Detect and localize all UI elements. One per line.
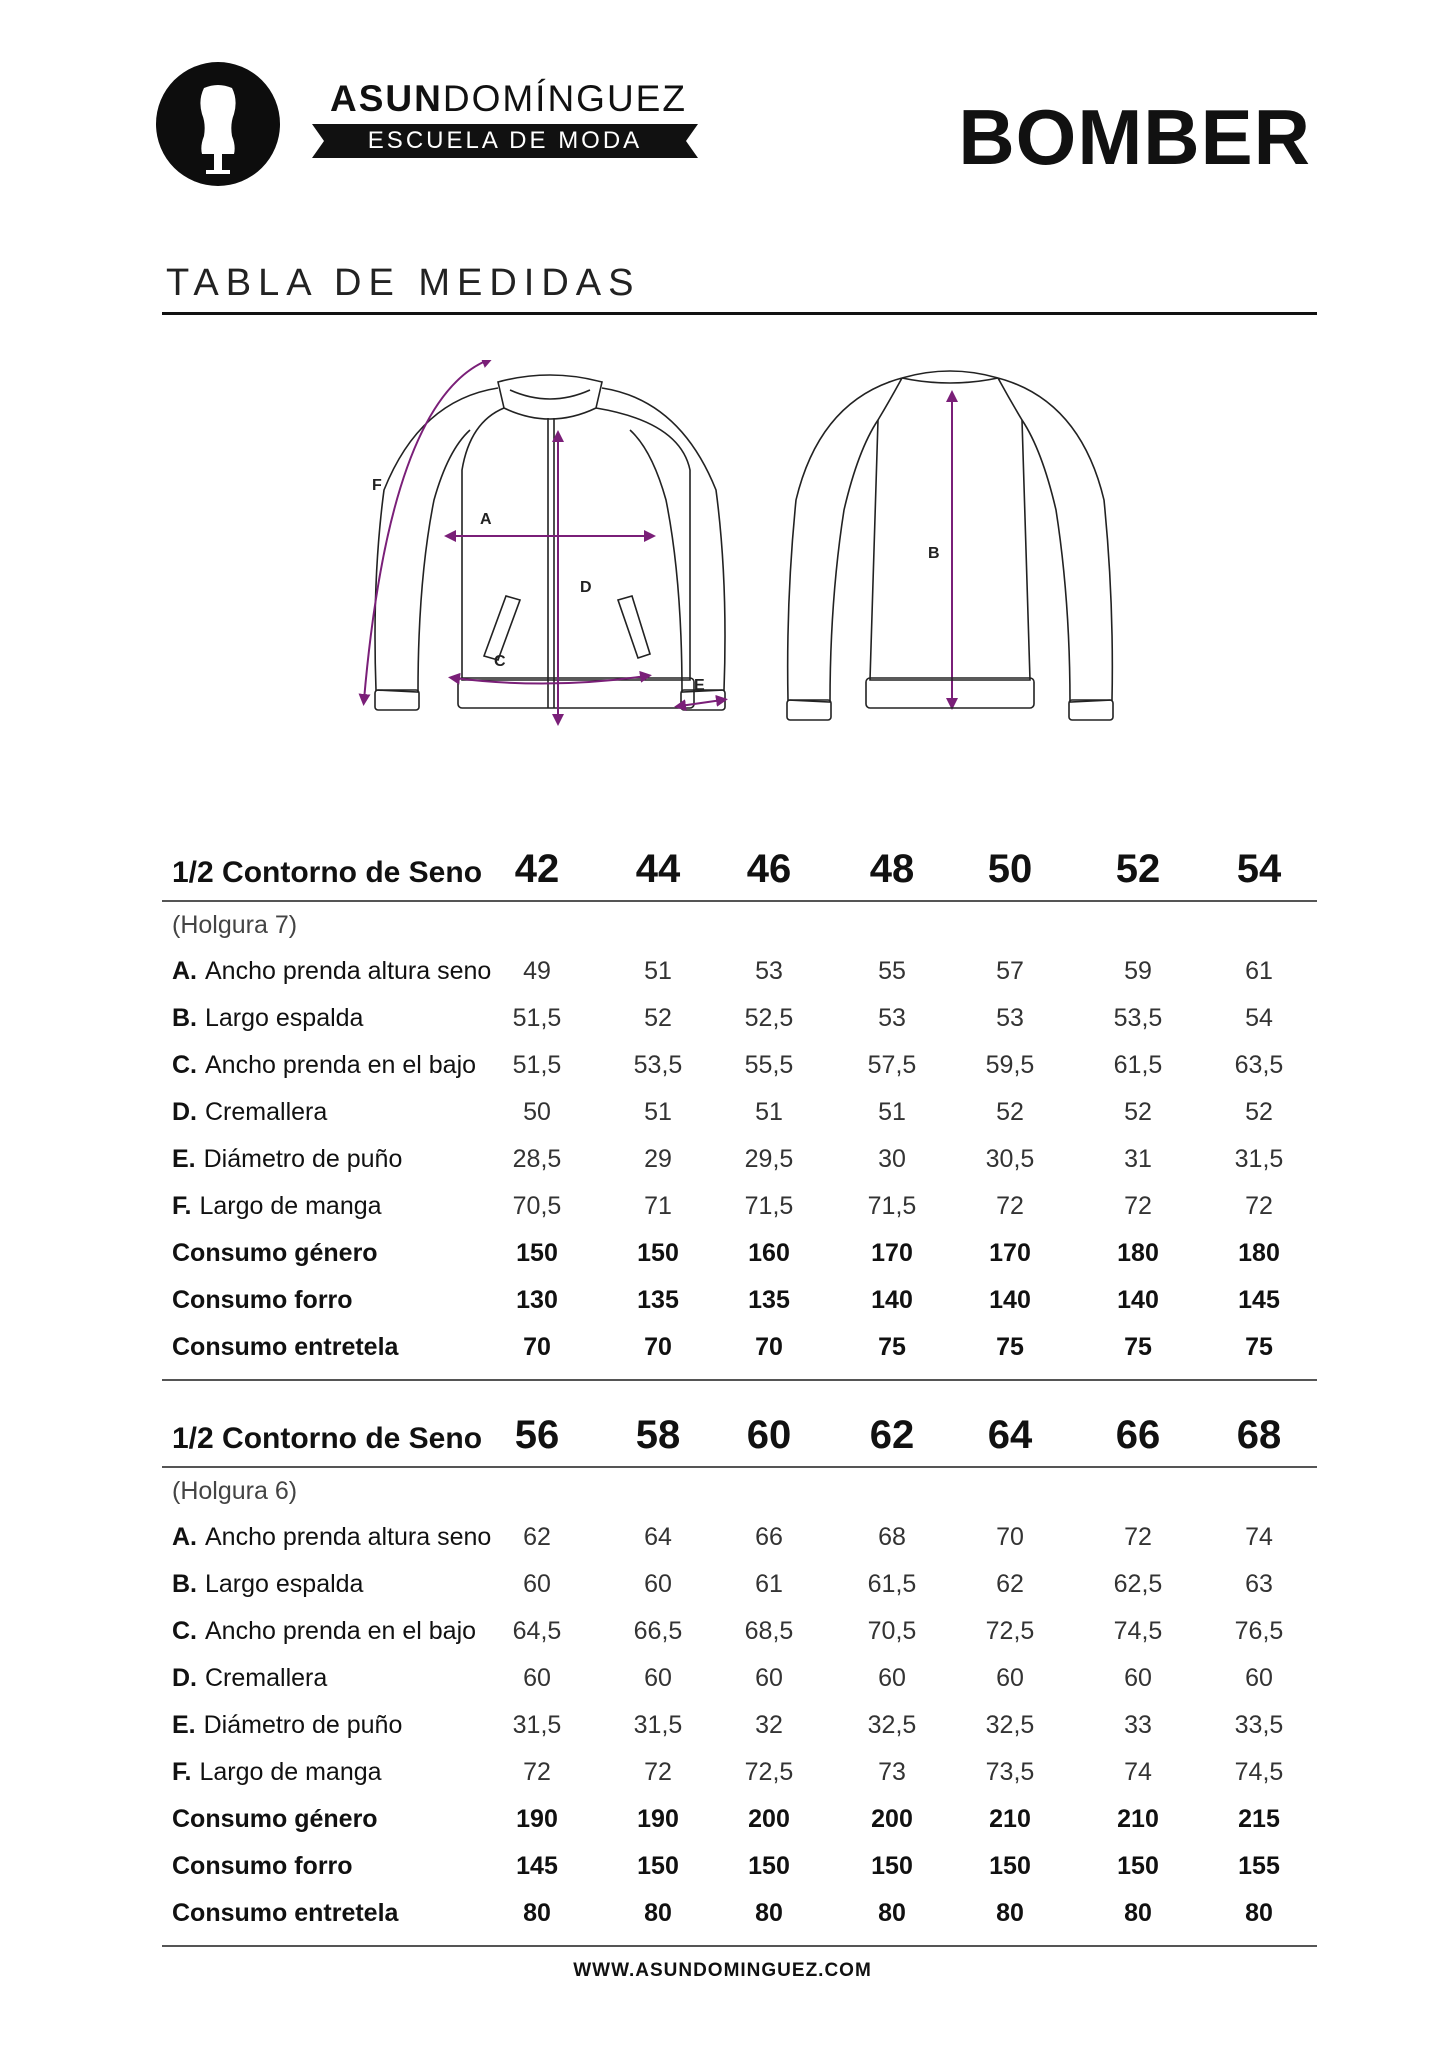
ease-note-row (162, 902, 1317, 948)
measurement-row (162, 948, 1317, 995)
consumption-label: Consumo género (172, 1805, 378, 1833)
measurement-value: 31,5 (633, 1711, 683, 1739)
measurement-labels (372, 477, 940, 694)
document-title: BOMBER (958, 93, 1311, 181)
front-jacket (375, 375, 725, 710)
measurement-value: 70 (996, 1523, 1024, 1551)
consumption-row (162, 1843, 1317, 1890)
size-header: 42 (514, 847, 560, 891)
measurement-letter: B. (172, 1004, 197, 1032)
consumption-label: Consumo género (172, 1239, 378, 1267)
consumption-label: Consumo entretela (172, 1333, 399, 1361)
measurement-row (162, 1136, 1317, 1183)
measurement-label (172, 995, 363, 1042)
measurement-value: 63 (1245, 1570, 1273, 1598)
consumption-value: 80 (1245, 1899, 1273, 1927)
logo-mannequin-icon (156, 62, 280, 186)
measurement-label (172, 1042, 476, 1089)
measurement-value: 74 (1124, 1758, 1152, 1786)
back-jacket (787, 371, 1113, 720)
measurement-value: 72,5 (985, 1617, 1035, 1645)
bomber-jacket-diagram (350, 360, 1170, 740)
ease-note: (Holgura 7) (172, 911, 298, 939)
measurement-value: 73,5 (985, 1758, 1035, 1786)
measurement-value: 32,5 (985, 1711, 1035, 1739)
measurement-value: 74,5 (1113, 1617, 1163, 1645)
measurement-value: 61 (755, 1570, 783, 1598)
measurement-value: 71,5 (744, 1192, 794, 1220)
consumption-value: 170 (989, 1239, 1031, 1267)
table-bottom-rule (162, 1379, 1317, 1381)
header-label: 1/2 Contorno de Seno (172, 1422, 483, 1455)
svg-text:E: E (694, 677, 705, 694)
measurement-label (172, 948, 491, 995)
measurement-value: 64 (644, 1523, 672, 1551)
table-header-row (162, 838, 1317, 902)
measurement-name: Diámetro de puño (203, 1145, 403, 1173)
measurement-value: 62 (523, 1523, 551, 1551)
size-header: 60 (746, 1413, 792, 1457)
measurement-value: 52,5 (744, 1004, 794, 1032)
measurement-value: 66 (755, 1523, 783, 1551)
measurement-value: 60 (1245, 1664, 1273, 1692)
measurement-value: 60 (1124, 1664, 1152, 1692)
size-header: 44 (635, 847, 681, 891)
consumption-value: 75 (1245, 1333, 1273, 1361)
measurement-label (172, 1136, 402, 1183)
measurement-value: 53,5 (633, 1051, 683, 1079)
measurement-letter: A. (172, 957, 197, 985)
measurement-label (172, 1655, 327, 1702)
measurement-value: 72 (1124, 1192, 1152, 1220)
measurement-name: Ancho prenda altura seno (205, 957, 492, 985)
measurement-name: Largo espalda (205, 1004, 364, 1032)
section-title: TABLA DE MEDIDAS (166, 262, 641, 304)
svg-text:D: D (580, 579, 592, 596)
consumption-value: 150 (1117, 1852, 1159, 1880)
consumption-value: 80 (523, 1899, 551, 1927)
measurement-label (172, 1514, 491, 1561)
consumption-value: 145 (516, 1852, 558, 1880)
measurement-value: 53,5 (1113, 1004, 1163, 1032)
consumption-value: 80 (996, 1899, 1024, 1927)
table-header-row (162, 1404, 1317, 1468)
measurement-label (172, 1608, 476, 1655)
measurement-value: 63,5 (1234, 1051, 1284, 1079)
measurement-row (162, 1042, 1317, 1089)
measurement-value: 51,5 (512, 1051, 562, 1079)
consumption-value: 135 (637, 1286, 679, 1314)
consumption-value: 140 (1117, 1286, 1159, 1314)
measurement-value: 64,5 (512, 1617, 562, 1645)
measurement-name: Largo de manga (199, 1192, 382, 1220)
measurement-name: Ancho prenda en el bajo (205, 1617, 477, 1645)
measurement-value: 30,5 (985, 1145, 1035, 1173)
measurement-value: 62 (996, 1570, 1024, 1598)
measurement-value: 28,5 (512, 1145, 562, 1173)
consumption-value: 80 (1124, 1899, 1152, 1927)
measurement-row (162, 1089, 1317, 1136)
consumption-value: 190 (637, 1805, 679, 1833)
measurement-value: 60 (523, 1664, 551, 1692)
measurement-letter: C. (172, 1617, 197, 1645)
consumption-value: 135 (748, 1286, 790, 1314)
measurement-value: 33 (1124, 1711, 1152, 1739)
measurement-name: Diámetro de puño (203, 1711, 403, 1739)
measurement-row (162, 1655, 1317, 1702)
measurement-value: 59 (1124, 957, 1152, 985)
size-header: 68 (1236, 1413, 1282, 1457)
measurement-value: 52 (1245, 1098, 1273, 1126)
measurement-letter: E. (172, 1711, 196, 1739)
measurement-row (162, 1608, 1317, 1655)
size-header: 46 (746, 847, 792, 891)
measurement-value: 61 (1245, 957, 1273, 985)
svg-text:F: F (372, 477, 382, 494)
consumption-row (162, 1890, 1317, 1937)
measurement-name: Ancho prenda en el bajo (205, 1051, 477, 1079)
size-header: 58 (635, 1413, 681, 1457)
consumption-value: 215 (1238, 1805, 1280, 1833)
consumption-value: 210 (1117, 1805, 1159, 1833)
table-bottom-rule (162, 1945, 1317, 1947)
measurement-value: 70,5 (512, 1192, 562, 1220)
measurement-value: 51,5 (512, 1004, 562, 1032)
measurement-letter: B. (172, 1570, 197, 1598)
consumption-value: 80 (644, 1899, 672, 1927)
measurement-value: 55 (878, 957, 906, 985)
svg-text:B: B (928, 545, 940, 562)
consumption-value: 75 (1124, 1333, 1152, 1361)
measurement-value: 55,5 (744, 1051, 794, 1079)
consumption-value: 170 (871, 1239, 913, 1267)
measurement-row (162, 1561, 1317, 1608)
size-header: 48 (869, 847, 915, 891)
measurement-value: 60 (644, 1570, 672, 1598)
measurement-value: 60 (523, 1570, 551, 1598)
measurement-value: 51 (644, 957, 672, 985)
ease-note-row (162, 1468, 1317, 1514)
consumption-label: Consumo forro (172, 1852, 353, 1880)
measurement-value: 32,5 (867, 1711, 917, 1739)
measurement-value: 49 (523, 957, 551, 985)
measurement-value: 61,5 (1113, 1051, 1163, 1079)
consumption-value: 150 (516, 1239, 558, 1267)
measurement-letter: C. (172, 1051, 197, 1079)
consumption-value: 70 (523, 1333, 551, 1361)
measurement-value: 74 (1245, 1523, 1273, 1551)
consumption-row (162, 1277, 1317, 1324)
measurement-value: 57 (996, 957, 1024, 985)
measurement-value: 60 (644, 1664, 672, 1692)
size-header: 62 (869, 1413, 915, 1457)
svg-text:C: C (494, 653, 506, 670)
measurement-letter: F. (172, 1192, 192, 1220)
consumption-value: 70 (644, 1333, 672, 1361)
measurement-value: 68 (878, 1523, 906, 1551)
measurement-label (172, 1183, 382, 1230)
measurement-value: 71,5 (867, 1192, 917, 1220)
section-divider (162, 312, 1317, 315)
consumption-value: 160 (748, 1239, 790, 1267)
measurement-name: Cremallera (205, 1664, 328, 1692)
brand-name: ASUNDOMÍNGUEZ (330, 78, 687, 119)
measurement-value: 72 (523, 1758, 551, 1786)
measurement-value: 52 (996, 1098, 1024, 1126)
measurement-value: 32 (755, 1711, 783, 1739)
measurement-row (162, 1702, 1317, 1749)
measurement-value: 66,5 (633, 1617, 683, 1645)
consumption-value: 200 (748, 1805, 790, 1833)
measurement-value: 53 (878, 1004, 906, 1032)
consumption-row (162, 1230, 1317, 1277)
size-header: 50 (987, 847, 1033, 891)
measurement-value: 33,5 (1234, 1711, 1284, 1739)
consumption-row (162, 1796, 1317, 1843)
consumption-value: 75 (878, 1333, 906, 1361)
measurement-name: Largo espalda (205, 1570, 364, 1598)
size-header: 56 (514, 1413, 560, 1457)
measurement-value: 72 (644, 1758, 672, 1786)
measurement-value: 52 (644, 1004, 672, 1032)
measurement-arrows (364, 360, 952, 720)
consumption-value: 150 (637, 1239, 679, 1267)
consumption-value: 145 (1238, 1286, 1280, 1314)
measurement-row (162, 1514, 1317, 1561)
measurement-name: Largo de manga (199, 1758, 382, 1786)
measurement-value: 30 (878, 1145, 906, 1173)
measurement-row (162, 995, 1317, 1042)
measurement-row (162, 1749, 1317, 1796)
consumption-value: 140 (989, 1286, 1031, 1314)
measurement-value: 51 (878, 1098, 906, 1126)
consumption-label: Consumo forro (172, 1286, 353, 1314)
measurement-letter: F. (172, 1758, 192, 1786)
consumption-label: Consumo entretela (172, 1899, 399, 1927)
measurement-letter: D. (172, 1098, 197, 1126)
website-url: WWW.ASUNDOMINGUEZ.COM (573, 1960, 872, 1981)
measurement-value: 60 (755, 1664, 783, 1692)
size-table-1 (162, 838, 1317, 1381)
measurement-value: 51 (644, 1098, 672, 1126)
measurement-value: 29 (644, 1145, 672, 1173)
consumption-value: 150 (871, 1852, 913, 1880)
measurement-value: 53 (755, 957, 783, 985)
consumption-value: 150 (637, 1852, 679, 1880)
measurement-value: 68,5 (744, 1617, 794, 1645)
consumption-value: 150 (748, 1852, 790, 1880)
ease-note: (Holgura 6) (172, 1477, 298, 1505)
measurement-label (172, 1702, 402, 1749)
measurement-value: 31 (1124, 1145, 1152, 1173)
measurement-label (172, 1561, 363, 1608)
brand-subtitle: ESCUELA DE MODA (367, 127, 643, 154)
measurement-label (172, 1089, 327, 1136)
consumption-row (162, 1324, 1317, 1371)
measurement-value: 71 (644, 1192, 672, 1220)
measurement-value: 51 (755, 1098, 783, 1126)
measurement-value: 70,5 (867, 1617, 917, 1645)
measurement-value: 53 (996, 1004, 1024, 1032)
measurement-value: 59,5 (985, 1051, 1035, 1079)
consumption-value: 75 (996, 1333, 1024, 1361)
size-header: 52 (1115, 847, 1161, 891)
measurement-value: 52 (1124, 1098, 1152, 1126)
size-header: 64 (987, 1413, 1033, 1457)
consumption-value: 80 (755, 1899, 783, 1927)
measurement-name: Cremallera (205, 1098, 328, 1126)
svg-text:A: A (480, 511, 492, 528)
size-header: 54 (1236, 847, 1282, 891)
measurement-value: 60 (996, 1664, 1024, 1692)
consumption-value: 190 (516, 1805, 558, 1833)
measurement-letter: D. (172, 1664, 197, 1692)
consumption-value: 180 (1238, 1239, 1280, 1267)
consumption-value: 210 (989, 1805, 1031, 1833)
header-label: 1/2 Contorno de Seno (172, 856, 483, 889)
measurement-value: 60 (878, 1664, 906, 1692)
size-table-2 (162, 1404, 1317, 1947)
measurement-value: 62,5 (1113, 1570, 1163, 1598)
consumption-value: 70 (755, 1333, 783, 1361)
measurement-value: 57,5 (867, 1051, 917, 1079)
measurement-value: 72 (1245, 1192, 1273, 1220)
measurement-value: 54 (1245, 1004, 1273, 1032)
consumption-value: 200 (871, 1805, 913, 1833)
measurement-value: 31,5 (512, 1711, 562, 1739)
consumption-value: 155 (1238, 1852, 1280, 1880)
measurement-label (172, 1749, 382, 1796)
measurement-row (162, 1183, 1317, 1230)
measurement-value: 50 (523, 1098, 551, 1126)
measurement-value: 61,5 (867, 1570, 917, 1598)
consumption-value: 180 (1117, 1239, 1159, 1267)
measurement-value: 73 (878, 1758, 906, 1786)
consumption-value: 80 (878, 1899, 906, 1927)
measurement-value: 72 (1124, 1523, 1152, 1551)
consumption-value: 130 (516, 1286, 558, 1314)
consumption-value: 140 (871, 1286, 913, 1314)
measurement-letter: A. (172, 1523, 197, 1551)
measurement-value: 76,5 (1234, 1617, 1284, 1645)
measurement-letter: E. (172, 1145, 196, 1173)
measurement-name: Ancho prenda altura seno (205, 1523, 492, 1551)
measurement-value: 31,5 (1234, 1145, 1284, 1173)
measurement-value: 29,5 (744, 1145, 794, 1173)
measurement-value: 72,5 (744, 1758, 794, 1786)
measurement-value: 74,5 (1234, 1758, 1284, 1786)
size-header: 66 (1115, 1413, 1161, 1457)
measurement-value: 72 (996, 1192, 1024, 1220)
brand-banner (312, 124, 698, 158)
consumption-value: 150 (989, 1852, 1031, 1880)
